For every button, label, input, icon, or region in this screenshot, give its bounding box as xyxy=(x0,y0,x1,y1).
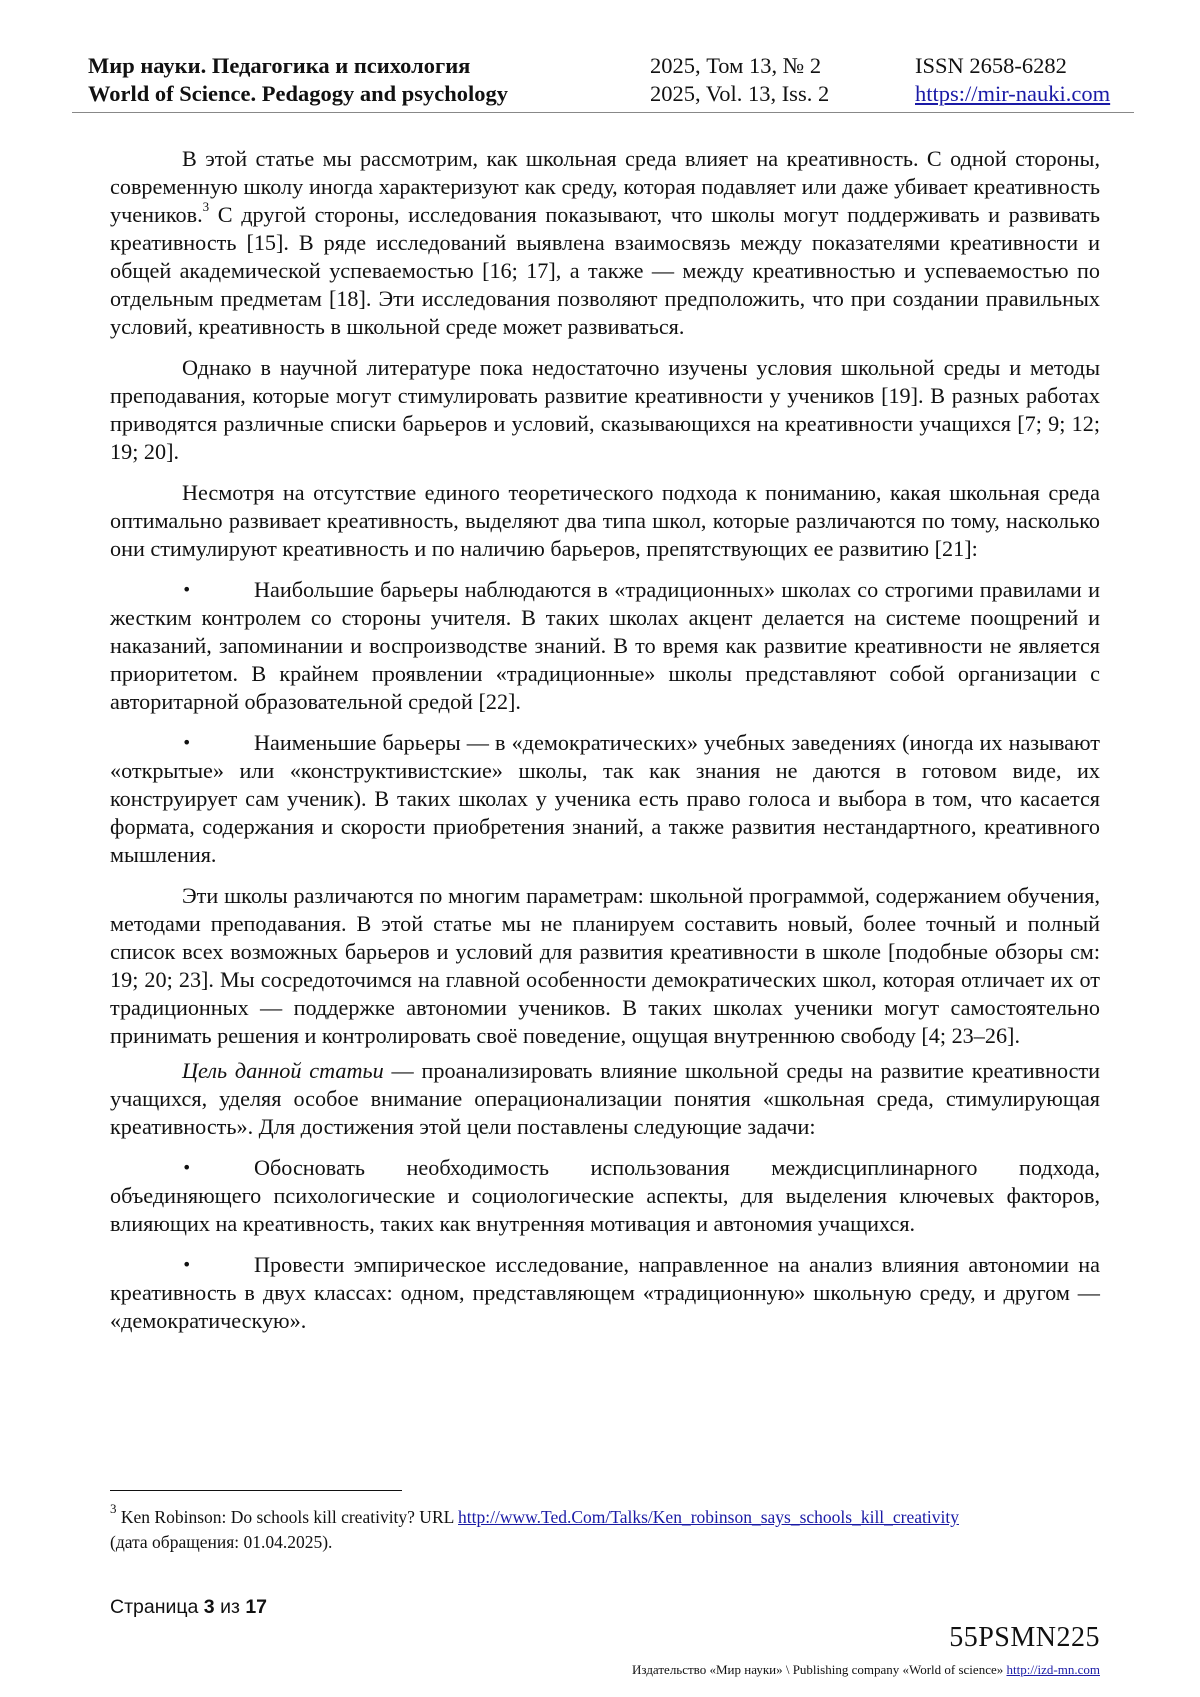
list-item-text: Наименьшие барьеры — в «демократических» учебных заведениях (иногда их называют «открытые» или «конструктивистские» школы, так как знания не даются в готовом виде, их конструирует сам ученик). В таких школах у ученика есть право голоса и выбора в том, что касается формата, содержания и скорости приобретения знаний, а также развития нестандартного, креативного мышления. xyxy=(110,730,1100,867)
footnote-url-link[interactable]: http://www.Ted.Com/Talks/Ken_robinson_says_schools_kill_creativity xyxy=(458,1507,959,1527)
paragraph-1 xyxy=(110,145,1100,341)
journal-title-en: World of Science. Pedagogy and psychology xyxy=(88,81,509,106)
bullet-icon: • xyxy=(182,1158,192,1177)
page-word: Страница xyxy=(110,1596,204,1618)
paragraph-1-text-b: С другой стороны, исследования показывают, что школы могут поддерживать и развивать креативность [15]. В ряде исследований выявлена взаимосвязь между показателями креативности и общей академической успеваемостью [16; 17], а также — между креативностью и успеваемостью по отдельным предметам [18]. Эти исследования позволяют предположить, что при создании правильных условий, креативность в школьной среде может развиваться. xyxy=(110,202,1100,339)
list-item-traditional xyxy=(110,576,1100,716)
list-item-text: Провести эмпирическое исследование, направленное на анализ влияния автономии на креативность в двух классах: одном, представляющем «традиционную» школьную среду, и другом — «демократическую». xyxy=(110,1252,1100,1333)
list-item-task-2 xyxy=(110,1251,1100,1335)
list-item-text: Обосновать необходимость использования междисциплинарного подхода, объединяющего психологические и социологические аспекты, для выделения ключевых факторов, влияющих на креативность, таких как внутренняя мотивация и автономия учащихся. xyxy=(110,1155,1100,1236)
publisher-line xyxy=(632,1662,1100,1678)
bullet-icon: • xyxy=(182,733,192,752)
footnote-number: 3 xyxy=(110,1501,117,1517)
journal-title-ru: Мир науки. Педагогика и психология xyxy=(88,53,471,78)
paragraph-3: Несмотря на отсутствие единого теоретического подхода к пониманию, какая школьная среда оптимально развивает креативность, выделяют два типа школ, которые различаются по тому, насколько они стимулируют креативность и по наличию барьеров, препятствующих ее развитию [21]: xyxy=(110,480,1100,561)
footnote-access-date: (дата обращения: 01.04.2025). xyxy=(110,1532,333,1552)
list-item-text: Наибольшие барьеры наблюдаются в «традиционных» школах со строгими правилами и жестким контролем со стороны учителя. В таких школах акцент делается на системе поощрений и наказаний, запоминании и воспроизводстве знаний. В то время как развитие креативности не является приоритетом. В крайнем проявлении «традиционные» школы представляют собой организации с авторитарной образовательной средой [22]. xyxy=(110,577,1100,714)
bullet-icon: • xyxy=(182,1255,192,1274)
journal-title xyxy=(88,52,508,108)
page-current: 3 xyxy=(203,1596,215,1618)
paragraph-2: Однако в научной литературе пока недостаточно изучены условия школьной среды и методы преподавания, которые могут стимулировать развитие креативности у учеников [19]. В разных работах приводятся различные списки барьеров и условий, сказывающихся на креативности учащихся [7; 9; 12; 19; 20]. xyxy=(110,355,1100,464)
footnote-divider xyxy=(110,1490,402,1491)
article-body xyxy=(110,145,1100,1348)
page-number xyxy=(110,1596,267,1619)
issue-ru: 2025, Том 13, № 2 xyxy=(650,53,822,78)
paragraph-5 xyxy=(110,1057,1100,1141)
journal-url-link[interactable]: https://mir-nauki.com xyxy=(915,81,1111,106)
page-total: 17 xyxy=(245,1596,268,1618)
footnote-text: Ken Robinson: Do schools kill creativity? URL xyxy=(116,1507,459,1527)
issn-block xyxy=(915,52,1110,108)
paragraph-1-text-a: В этой статье мы рассмотрим, как школьная среда влияет на креативность. С одной стороны, современную школу иногда характеризуют как среду, которая подавляет или даже убивает креативность учеников. xyxy=(110,146,1100,227)
header-divider xyxy=(72,112,1134,113)
issue-en: 2025, Vol. 13, Iss. 2 xyxy=(650,81,830,106)
bullet-icon: • xyxy=(182,580,192,599)
publisher-text: Издательство «Мир науки» \ Publishing company «World of science» xyxy=(632,1662,1007,1677)
footnote-ref-3[interactable]: 3 xyxy=(202,198,210,214)
list-item-democratic xyxy=(110,729,1100,869)
aim-emphasis: Цель данной статьи xyxy=(182,1058,384,1083)
page-of: из xyxy=(214,1596,246,1618)
issue-info xyxy=(650,52,829,108)
issn: ISSN 2658-6282 xyxy=(915,53,1067,78)
paragraph-5-text: — проанализировать влияние школьной среды на развитие креативности учащихся, уделяя особое внимание операционализации понятия «школьная среда, стимулирующая креативность». Для достижения этой цели поставлены следующие задачи: xyxy=(110,1058,1101,1139)
paragraph-4: Эти школы различаются по многим параметрам: школьной программой, содержанием обучения, методами преподавания. В этой статье мы не планируем составить новый, более точный и полный список всех возможных барьеров и условий для развития креативности в школе [подобные обзоры см: 19; 20; 23]. Мы сосредоточимся на главной особенности демократических школ, которая отличает их от традиционных — поддержке автономии учеников. В таких школах ученики могут самостоятельно принимать решения и контролировать своё поведение, ощущая внутреннюю свободу [4; 23–26]. xyxy=(110,883,1100,1048)
footnote-3 xyxy=(110,1501,1100,1555)
article-code: 55PSMN225 xyxy=(949,1622,1100,1653)
list-item-task-1 xyxy=(110,1154,1100,1238)
publisher-url-link[interactable]: http://izd-mn.com xyxy=(1006,1662,1100,1677)
